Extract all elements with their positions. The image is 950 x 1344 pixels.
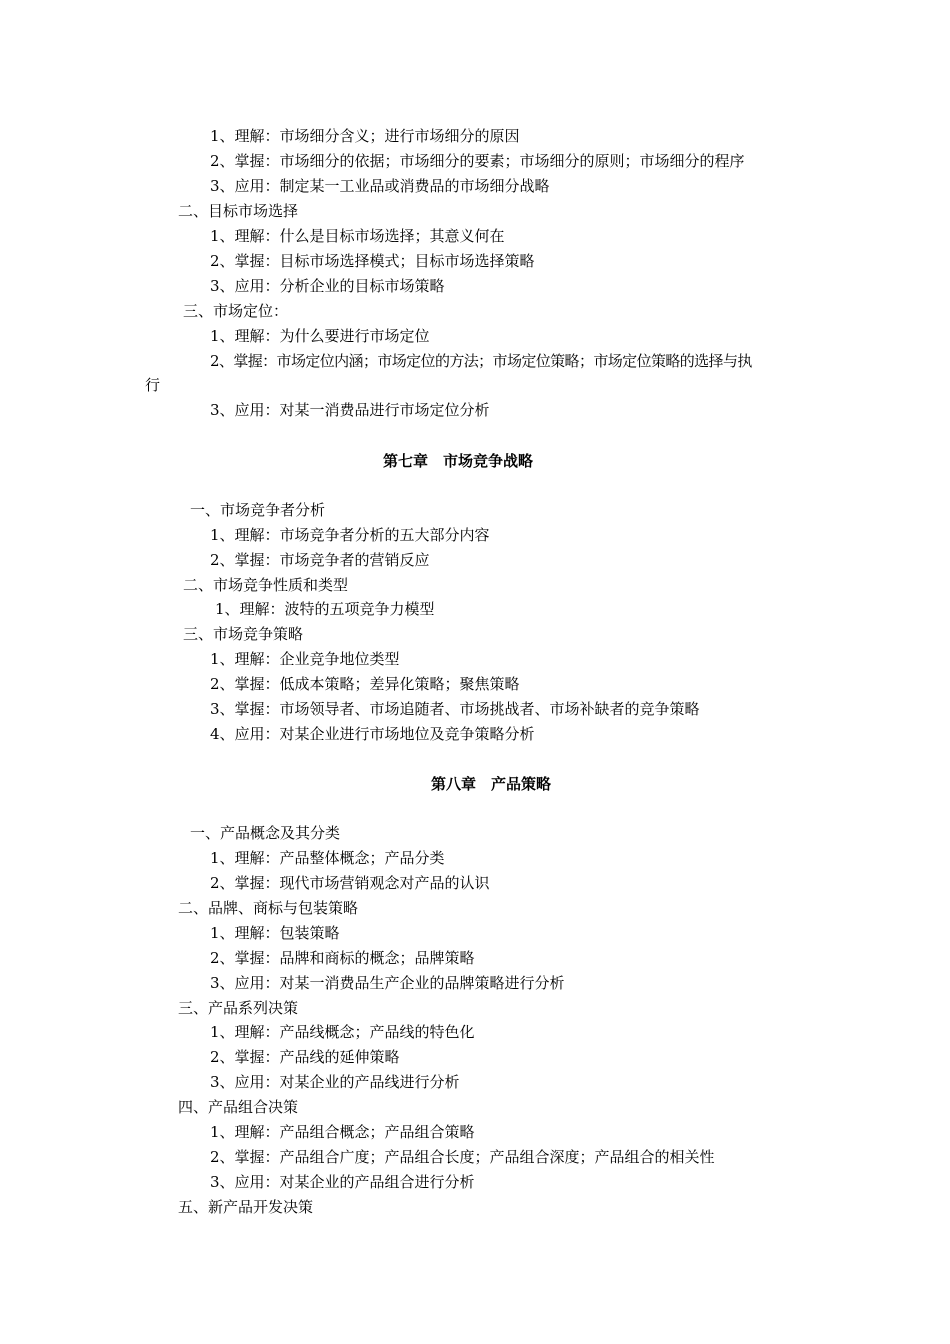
list-item: 2、掌握：现代市场营销观念对产品的认识 — [210, 874, 490, 892]
list-item: 3、掌握：市场领导者、市场追随者、市场挑战者、市场补缺者的竞争策略 — [210, 700, 700, 718]
chapter-title: 第八章 产品策略 — [431, 775, 552, 793]
list-item: 1、理解：市场竞争者分析的五大部分内容 — [210, 526, 490, 544]
list-item: 1、理解：波特的五项竞争力模型 — [215, 600, 435, 618]
list-item: 1、理解：市场细分含义；进行市场细分的原因 — [210, 127, 520, 145]
section-heading: 一、市场竞争者分析 — [190, 501, 326, 519]
section-heading: 四、产品组合决策 — [178, 1098, 299, 1116]
section-heading: 五、新产品开发决策 — [178, 1198, 314, 1216]
list-item: 1、理解：为什么要进行市场定位 — [210, 327, 430, 345]
list-item: 1、理解：包装策略 — [210, 924, 340, 942]
list-item: 2、掌握：产品组合广度；产品组合长度；产品组合深度；产品组合的相关性 — [210, 1148, 715, 1166]
list-item: 3、应用：对某一消费品进行市场定位分析 — [210, 401, 490, 419]
section-heading: 三、产品系列决策 — [178, 999, 299, 1017]
list-item: 2、掌握：市场竞争者的营销反应 — [210, 551, 430, 569]
list-item: 1、理解：企业竞争地位类型 — [210, 650, 400, 668]
list-item: 3、应用：分析企业的目标市场策略 — [210, 277, 445, 295]
section-heading: 一、产品概念及其分类 — [190, 824, 341, 842]
list-item-continuation: 行 — [145, 376, 161, 394]
chapter-title: 第七章 市场竞争战略 — [383, 452, 534, 470]
list-item: 4、应用：对某企业进行市场地位及竞争策略分析 — [210, 725, 535, 743]
list-item: 2、掌握：目标市场选择模式；目标市场选择策略 — [210, 252, 535, 270]
list-item: 2、掌握：品牌和商标的概念；品牌策略 — [210, 949, 475, 967]
list-item: 1、理解：什么是目标市场选择；其意义何在 — [210, 227, 505, 245]
list-item: 2、掌握：低成本策略；差异化策略；聚焦策略 — [210, 675, 520, 693]
list-item: 1、理解：产品组合概念；产品组合策略 — [210, 1123, 475, 1141]
list-item: 3、应用：对某一消费品生产企业的品牌策略进行分析 — [210, 974, 565, 992]
list-item: 3、应用：制定某一工业品或消费品的市场细分战略 — [210, 177, 550, 195]
list-item: 2、掌握：产品线的延伸策略 — [210, 1048, 400, 1066]
list-item: 3、应用：对某企业的产品组合进行分析 — [210, 1173, 475, 1191]
section-heading: 二、目标市场选择 — [178, 202, 299, 220]
list-item: 2、掌握：市场细分的依据；市场细分的要素；市场细分的原则；市场细分的程序 — [210, 152, 745, 170]
section-heading: 三、市场竞争策略 — [183, 625, 304, 643]
list-item: 1、理解：产品线概念；产品线的特色化 — [210, 1023, 475, 1041]
list-item: 2、掌握：市场定位内涵；市场定位的方法；市场定位策略；市场定位策略的选择与执 — [210, 352, 752, 370]
section-heading: 二、市场竞争性质和类型 — [183, 576, 349, 594]
section-heading: 三、市场定位： — [183, 302, 289, 320]
list-item: 3、应用：对某企业的产品线进行分析 — [210, 1073, 460, 1091]
section-heading: 二、品牌、商标与包装策略 — [178, 899, 359, 917]
list-item: 1、理解：产品整体概念；产品分类 — [210, 849, 445, 867]
